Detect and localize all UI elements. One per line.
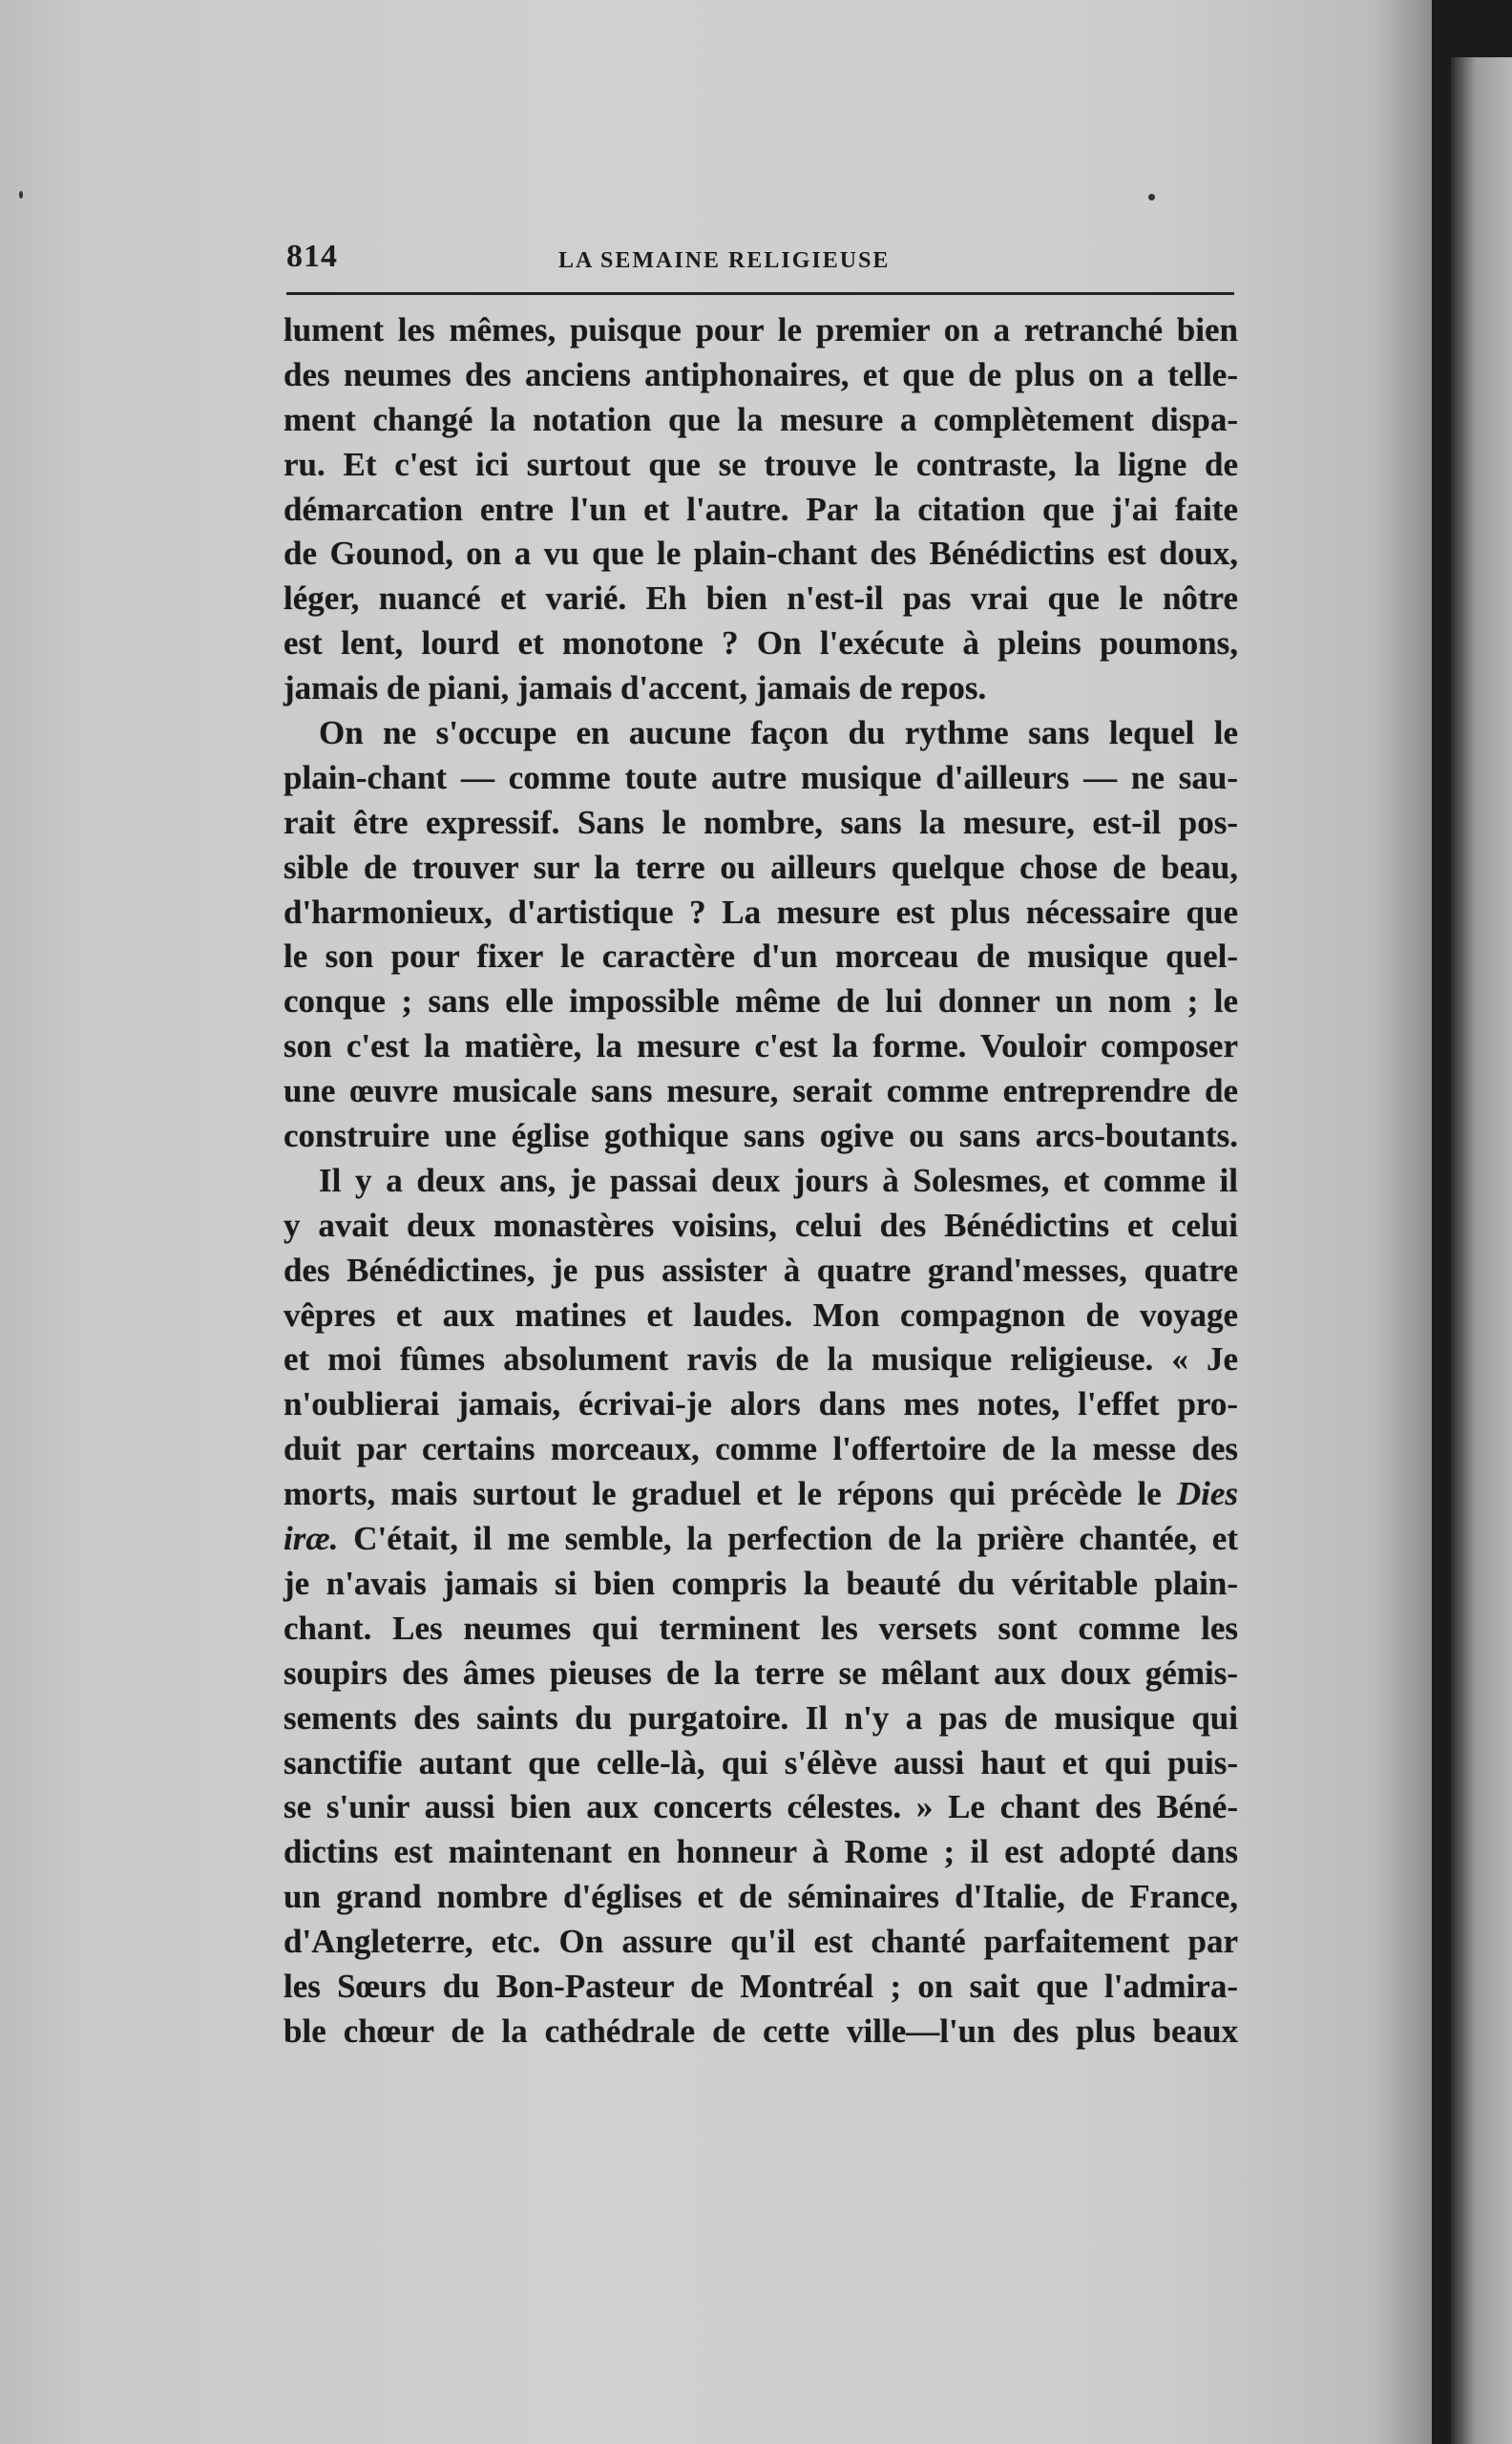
- text-line: et moi fûmes absolument ravis de la musique religieuse. « Je: [284, 1340, 1238, 1379]
- text-line: ble chœur de la cathédrale de cette ville—l'un des plus beaux: [284, 2012, 1238, 2050]
- text-line: une œuvre musicale sans mesure, serait comme entreprendre de: [284, 1072, 1238, 1110]
- text-line: Il y a deux ans, je passai deux jours à Solesmes, et comme il: [319, 1161, 1238, 1199]
- text-line: morts, mais surtout le graduel et le répons qui précède le Dies: [284, 1475, 1238, 1513]
- text-line: son c'est la matière, la mesure c'est la forme. Vouloir composer: [284, 1027, 1238, 1065]
- text-line: les Sœurs du Bon-Pasteur de Montréal ; on sait que l'admira-: [284, 1967, 1238, 2005]
- text-line: sanctifie autant que celle-là, qui s'élève aussi haut et qui puis-: [284, 1743, 1238, 1781]
- page-number: 814: [286, 239, 338, 274]
- text-line: se s'unir aussi bien aux concerts célestes. » Le chant des Béné-: [284, 1788, 1238, 1826]
- text-line: de Gounod, on a vu que le plain-chant des Bénédictins est doux,: [284, 535, 1238, 573]
- text-line: iræ. C'était, il me semble, la perfection de la prière chantée, et: [284, 1520, 1238, 1558]
- text-line: ru. Et c'est ici surtout que se trouve le contraste, la ligne de: [284, 445, 1238, 483]
- text-line: lument les mêmes, puisque pour le premier on a retranché bien: [284, 311, 1238, 348]
- text-line: sible de trouver sur la terre ou ailleurs quelque chose de beau,: [284, 848, 1238, 886]
- text-line: ment changé la notation que la mesure a complètement dispa-: [284, 400, 1238, 438]
- text-line: plain-chant — comme toute autre musique d'ailleurs — ne sau-: [284, 758, 1238, 796]
- text-line: sements des saints du purgatoire. Il n'y a pas de musique qui: [284, 1698, 1238, 1737]
- text-line: On ne s'occupe en aucune façon du rythme sans lequel le: [319, 714, 1238, 752]
- text-line: léger, nuancé et varié. Eh bien n'est-il pas vrai que le nôtre: [284, 579, 1238, 618]
- running-title: LA SEMAINE RELIGIEUSE: [558, 248, 891, 273]
- text-line: jamais de piani, jamais d'accent, jamais de repos.: [284, 669, 987, 707]
- text-line: des Bénédictines, je pus assister à quatre grand'messes, quatre: [284, 1251, 1238, 1289]
- text-line: chant. Les neumes qui terminent les versets sont comme les: [284, 1609, 1238, 1647]
- text-line: je n'avais jamais si bien compris la beauté du véritable plain-: [284, 1564, 1238, 1602]
- page-header: [286, 239, 1234, 286]
- text-line: n'oublierai jamais, écrivai-je alors dans mes notes, l'effet pro-: [284, 1385, 1238, 1423]
- text-line: vêpres et aux matines et laudes. Mon compagnon de voyage: [284, 1296, 1238, 1334]
- scan-speck: [1148, 194, 1155, 200]
- text-line: d'harmonieux, d'artistique ? La mesure est plus nécessaire que: [284, 893, 1238, 931]
- scan-speck: [19, 191, 23, 199]
- text-line: des neumes des anciens antiphonaires, et que de plus on a telle-: [284, 355, 1238, 393]
- text-line: est lent, lourd et monotone ? On l'exécute à pleins poumons,: [284, 624, 1238, 663]
- text-line: d'Angleterre, etc. On assure qu'il est chanté parfaitement par: [284, 1923, 1238, 1961]
- text-line: y avait deux monastères voisins, celui des Bénédictins et celui: [284, 1206, 1238, 1244]
- text-line: un grand nombre d'églises et de séminaires d'Italie, de France,: [284, 1878, 1238, 1916]
- text-line: soupirs des âmes pieuses de la terre se mêlant aux doux gémis-: [284, 1654, 1238, 1692]
- text-line: conque ; sans elle impossible même de lui donner un nom ; le: [284, 982, 1238, 1021]
- adjacent-page-edge: [1451, 57, 1512, 2444]
- text-line: le son pour fixer le caractère d'un morceau de musique quel-: [284, 938, 1238, 976]
- text-line: construire une église gothique sans ogive ou sans arcs-boutants.: [284, 1117, 1238, 1155]
- body-text: [284, 308, 1238, 2054]
- text-line: démarcation entre l'un et l'autre. Par la citation que j'ai faite: [284, 490, 1238, 528]
- text-line: dictins est maintenant en honneur à Rome ; il est adopté dans: [284, 1833, 1238, 1871]
- text-line: rait être expressif. Sans le nombre, sans la mesure, est-il pos-: [284, 803, 1238, 841]
- header-rule: [286, 292, 1234, 295]
- text-line: duit par certains morceaux, comme l'offertoire de la messe des: [284, 1430, 1238, 1468]
